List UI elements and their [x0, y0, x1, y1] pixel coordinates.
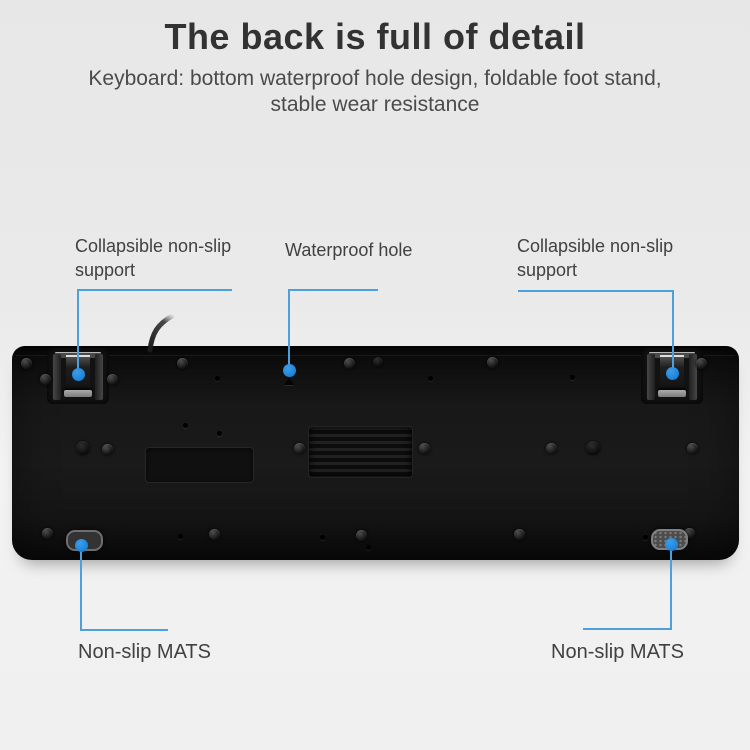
screw	[356, 530, 367, 541]
callout-line	[672, 290, 674, 369]
screw	[687, 443, 698, 454]
screw	[419, 443, 430, 454]
callout-line	[670, 548, 672, 630]
label-recess	[145, 447, 254, 483]
screw	[514, 529, 525, 540]
callout-dot-left-support	[72, 368, 85, 381]
rubber-plug	[76, 441, 90, 455]
screw	[40, 374, 51, 385]
page-subtitle-line1: Keyboard: bottom waterproof hole design, foldable foot stand,	[88, 67, 662, 90]
screw	[696, 358, 707, 369]
page-title: The back is full of detail	[164, 16, 586, 57]
screw	[487, 357, 498, 368]
screw	[546, 443, 557, 454]
callout-dot-right-mat	[665, 538, 678, 551]
screw	[177, 358, 188, 369]
top-edge-seam	[16, 355, 735, 356]
screw	[294, 443, 305, 454]
screw	[107, 374, 118, 385]
drain-hole	[183, 423, 188, 428]
label-right-support: Collapsible non-slip support	[517, 236, 674, 280]
vent-grille	[308, 426, 413, 478]
drain-hole	[320, 535, 325, 540]
screw	[344, 358, 355, 369]
drain-hole	[215, 376, 220, 381]
drain-hole	[428, 376, 433, 381]
callout-line	[80, 549, 82, 631]
callout-dot-left-mat	[75, 539, 88, 552]
foot-rubber-tip	[658, 390, 686, 397]
callout-line	[288, 289, 290, 365]
foot-arm	[53, 354, 61, 400]
drain-hole	[178, 534, 183, 539]
callout-dot-right-support	[666, 367, 679, 380]
label-left-mat: Non-slip MATS	[78, 641, 211, 663]
drain-hole	[217, 431, 222, 436]
callout-line	[583, 628, 672, 630]
screw	[102, 444, 113, 455]
screw	[42, 528, 53, 539]
callout-line	[77, 289, 232, 291]
foot-arm	[647, 354, 655, 400]
screw	[209, 529, 220, 540]
rubber-plug	[373, 357, 383, 367]
callout-dot-waterproof-hole	[283, 364, 296, 377]
waterproof-hole	[284, 378, 294, 385]
drain-hole	[366, 545, 371, 550]
page-subtitle-line2: stable wear resistance	[270, 93, 480, 116]
keyboard-back-photo	[12, 346, 739, 560]
foot-arm	[95, 354, 103, 400]
callout-line	[80, 629, 168, 631]
rubber-plug	[586, 441, 600, 455]
callout-line	[518, 290, 674, 292]
label-right-mat: Non-slip MATS	[551, 641, 684, 663]
label-waterproof-hole: Waterproof hole	[285, 240, 413, 260]
drain-hole	[643, 535, 648, 540]
page-subtitle	[0, 66, 750, 118]
foot-rubber-tip	[64, 390, 92, 397]
screw	[21, 358, 32, 369]
callout-line	[288, 289, 378, 291]
drain-hole	[570, 375, 575, 380]
label-left-support: Collapsible non-slip support	[75, 236, 232, 280]
callout-line	[77, 289, 79, 369]
